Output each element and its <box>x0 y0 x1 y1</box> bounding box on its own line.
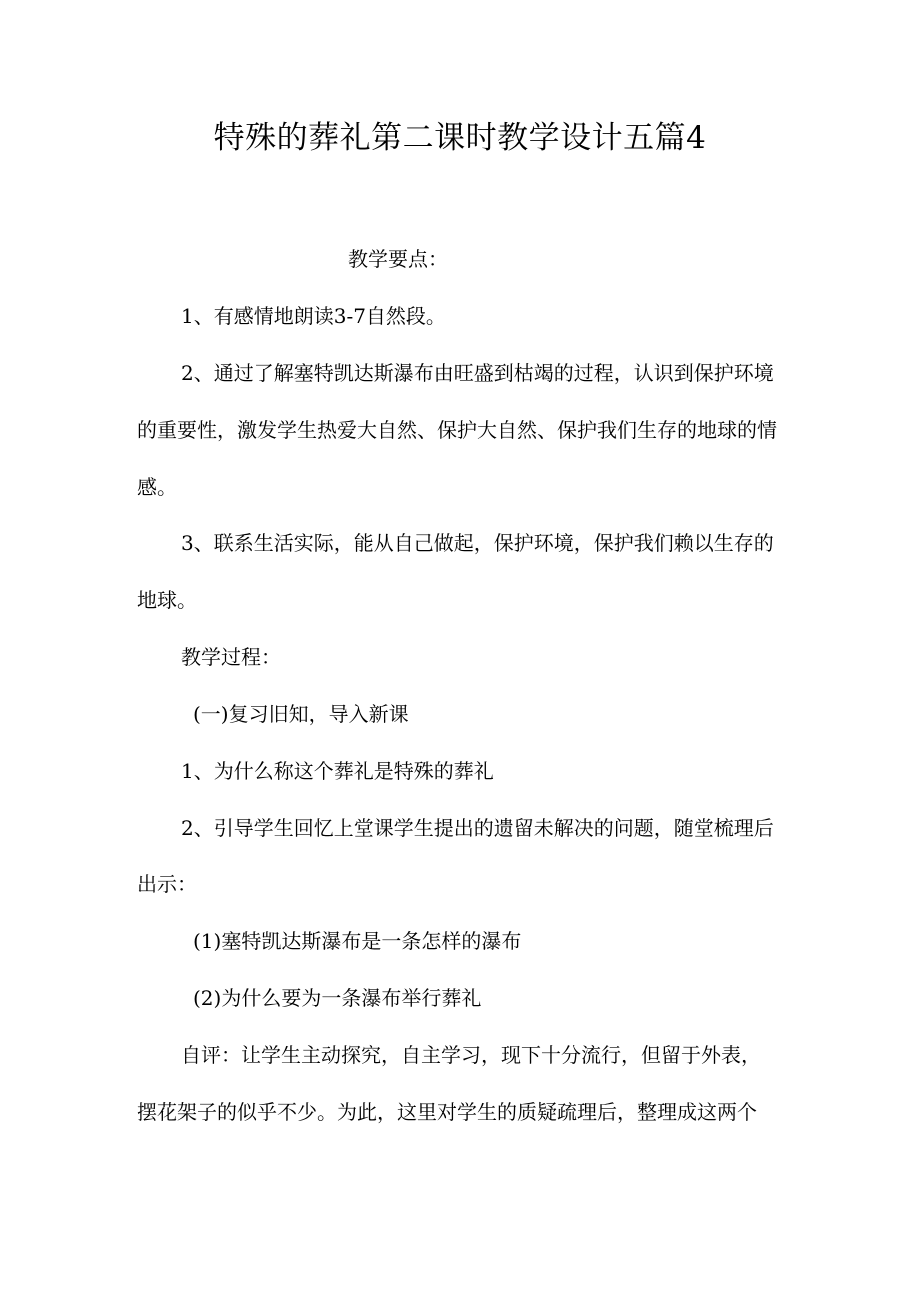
sub-question-2: (2)为什么要为一条瀑布举行葬礼 <box>193 986 482 1010</box>
key-point-3-line-1: 3、联系生活实际，能从自己做起，保护环境，保护我们赖以生存的 <box>181 531 774 555</box>
key-point-2-line-2: 的重要性，激发学生热爱大自然、保护大自然、保护我们生存的地球的情 <box>137 418 777 442</box>
step-1-heading: (一)复习旧知，导入新课 <box>193 702 409 726</box>
key-point-1: 1、有感情地朗读3-7自然段。 <box>181 304 446 328</box>
process-heading: 教学过程： <box>181 645 281 669</box>
self-evaluation-line-1: 自评：让学生主动探究，自主学习，现下十分流行，但留于外表， <box>181 1043 761 1067</box>
question-1: 1、为什么称这个葬礼是特殊的葬礼 <box>181 759 494 783</box>
key-points-heading: 教学要点： <box>348 247 448 271</box>
document-title: 特殊的葬礼第二课时教学设计五篇4 <box>213 120 707 156</box>
self-evaluation-line-2: 摆花架子的似乎不少。为此，这里对学生的质疑疏理后，整理成这两个 <box>137 1100 757 1124</box>
question-2-line-1: 2、引导学生回忆上堂课学生提出的遗留未解决的问题，随堂梳理后 <box>181 816 774 840</box>
key-point-2-line-3: 感。 <box>137 475 177 499</box>
sub-question-1: (1)塞特凯达斯瀑布是一条怎样的瀑布 <box>193 929 522 953</box>
key-point-3-line-2: 地球。 <box>137 588 197 612</box>
question-2-line-2: 出示： <box>137 872 197 896</box>
key-point-2-line-1: 2、通过了解塞特凯达斯瀑布由旺盛到枯竭的过程，认识到保护环境 <box>181 361 774 385</box>
